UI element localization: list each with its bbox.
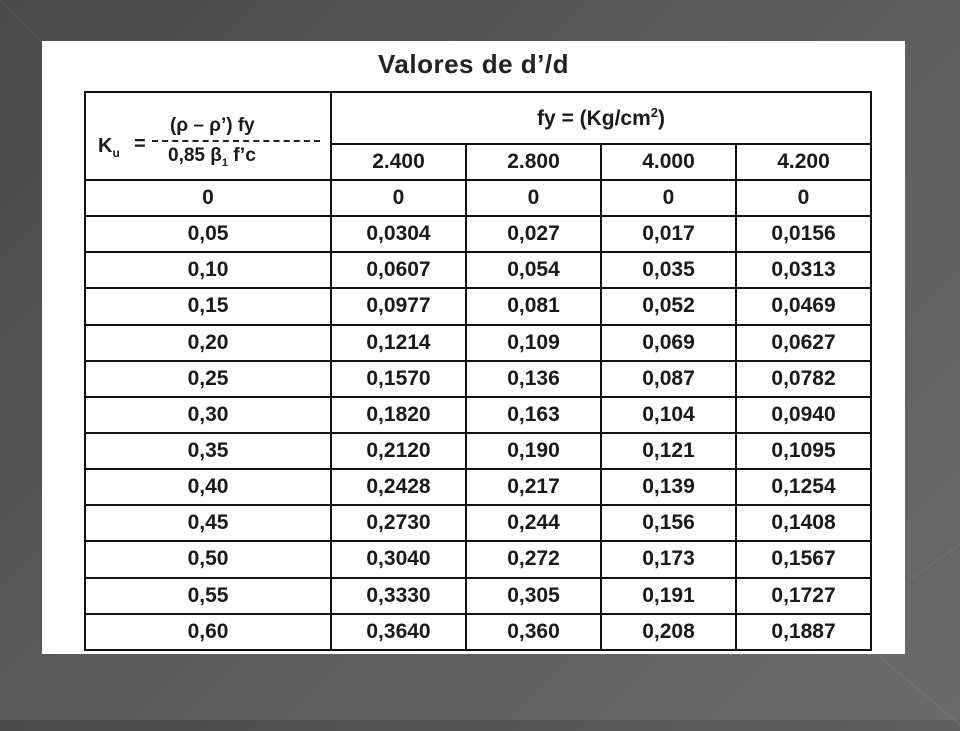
table-cell: 0,190 (466, 433, 601, 469)
table-cell: 0,0607 (331, 252, 466, 288)
table-cell: 0,069 (601, 325, 736, 361)
column-header: 4.000 (601, 144, 736, 180)
table-cell: 0,1095 (736, 433, 871, 469)
ku-symbol: $K_u$ (98, 135, 120, 160)
ku-value-cell: 0,05 (85, 216, 331, 252)
ku-value-cell: 0 (85, 180, 331, 216)
fy-header: fy = $(Kg/cm^2)$ (331, 92, 871, 144)
table-cell: 0,244 (466, 505, 601, 541)
table-cell: 0,3640 (331, 614, 466, 650)
ku-value-cell: 0,30 (85, 397, 331, 433)
ku-value-cell: 0,55 (85, 578, 331, 614)
table-row (85, 578, 871, 614)
column-header: 2.400 (331, 144, 466, 180)
table-cell: 0,2428 (331, 469, 466, 505)
table-row (85, 252, 871, 288)
table-cell: 0,173 (601, 541, 736, 577)
ku-value-cell: 0,20 (85, 325, 331, 361)
formula-header-cell (85, 92, 331, 180)
formula-denominator: 0,85 $\beta_1$ f’c (168, 145, 256, 169)
table-row (85, 361, 871, 397)
table-cell: 0,1727 (736, 578, 871, 614)
table-cell: 0,1254 (736, 469, 871, 505)
table-cell: 0,052 (601, 288, 736, 324)
table-row (85, 614, 871, 650)
table-cell: 0,0469 (736, 288, 871, 324)
ku-value-cell: 0,40 (85, 469, 331, 505)
table-cell: 0,163 (466, 397, 601, 433)
table-cell: 0,3330 (331, 578, 466, 614)
table-cell: 0,081 (466, 288, 601, 324)
table-row (85, 325, 871, 361)
table-cell: 0,035 (601, 252, 736, 288)
table-cell: 0,360 (466, 614, 601, 650)
table-cell: 0,1567 (736, 541, 871, 577)
equals-sign: = (134, 133, 146, 155)
table-cell: 0,1570 (331, 361, 466, 397)
slide-content (42, 41, 905, 654)
table-row (85, 505, 871, 541)
table-cell: 0,104 (601, 397, 736, 433)
table-cell: 0 (466, 180, 601, 216)
column-header: 4.200 (736, 144, 871, 180)
table-row (85, 469, 871, 505)
table-cell: 0,156 (601, 505, 736, 541)
table-cell: 0,0156 (736, 216, 871, 252)
table-cell: 0,2120 (331, 433, 466, 469)
table-cell: 0,017 (601, 216, 736, 252)
table-cell: 0,087 (601, 361, 736, 397)
table-cell: 0,1887 (736, 614, 871, 650)
table-cell: 0 (331, 180, 466, 216)
table-cell: 0,027 (466, 216, 601, 252)
table-cell: 0,054 (466, 252, 601, 288)
ku-value-cell: 0,45 (85, 505, 331, 541)
table-cell: 0,139 (601, 469, 736, 505)
table-cell: 0,1408 (736, 505, 871, 541)
table-cell: 0 (601, 180, 736, 216)
table-cell: 0,0627 (736, 325, 871, 361)
column-header: 2.800 (466, 144, 601, 180)
ku-value-cell: 0,25 (85, 361, 331, 397)
ku-value-cell: 0,60 (85, 614, 331, 650)
ku-value-cell: 0,50 (85, 541, 331, 577)
table-cell: 0,0782 (736, 361, 871, 397)
table-cell: 0,0313 (736, 252, 871, 288)
table-cell: 0,191 (601, 578, 736, 614)
values-table (84, 91, 872, 651)
table-cell: 0,305 (466, 578, 601, 614)
table-cell: 0,217 (466, 469, 601, 505)
table-cell: 0,2730 (331, 505, 466, 541)
table-cell: 0,136 (466, 361, 601, 397)
ku-value-cell: 0,10 (85, 252, 331, 288)
table-row (85, 216, 871, 252)
table-cell: 0,1820 (331, 397, 466, 433)
table-cell: 0,121 (601, 433, 736, 469)
table-cell: 0,3040 (331, 541, 466, 577)
fraction-line (152, 140, 320, 142)
ku-value-cell: 0,15 (85, 288, 331, 324)
table-row (85, 180, 871, 216)
table-cell: 0 (736, 180, 871, 216)
table-row (85, 397, 871, 433)
ku-value-cell: 0,35 (85, 433, 331, 469)
table-cell: 0,109 (466, 325, 601, 361)
page-title: Valores de d’/d (377, 49, 569, 79)
table-cell: 0,0977 (331, 288, 466, 324)
table-cell: 0,0304 (331, 216, 466, 252)
table-row (85, 433, 871, 469)
table-cell: 0,0940 (736, 397, 871, 433)
formula-numerator: (ρ – ρ’) fy (170, 115, 255, 136)
table-row (85, 541, 871, 577)
table-cell: 0,208 (601, 614, 736, 650)
table-cell: 0,1214 (331, 325, 466, 361)
table-cell: 0,272 (466, 541, 601, 577)
table-row (85, 288, 871, 324)
